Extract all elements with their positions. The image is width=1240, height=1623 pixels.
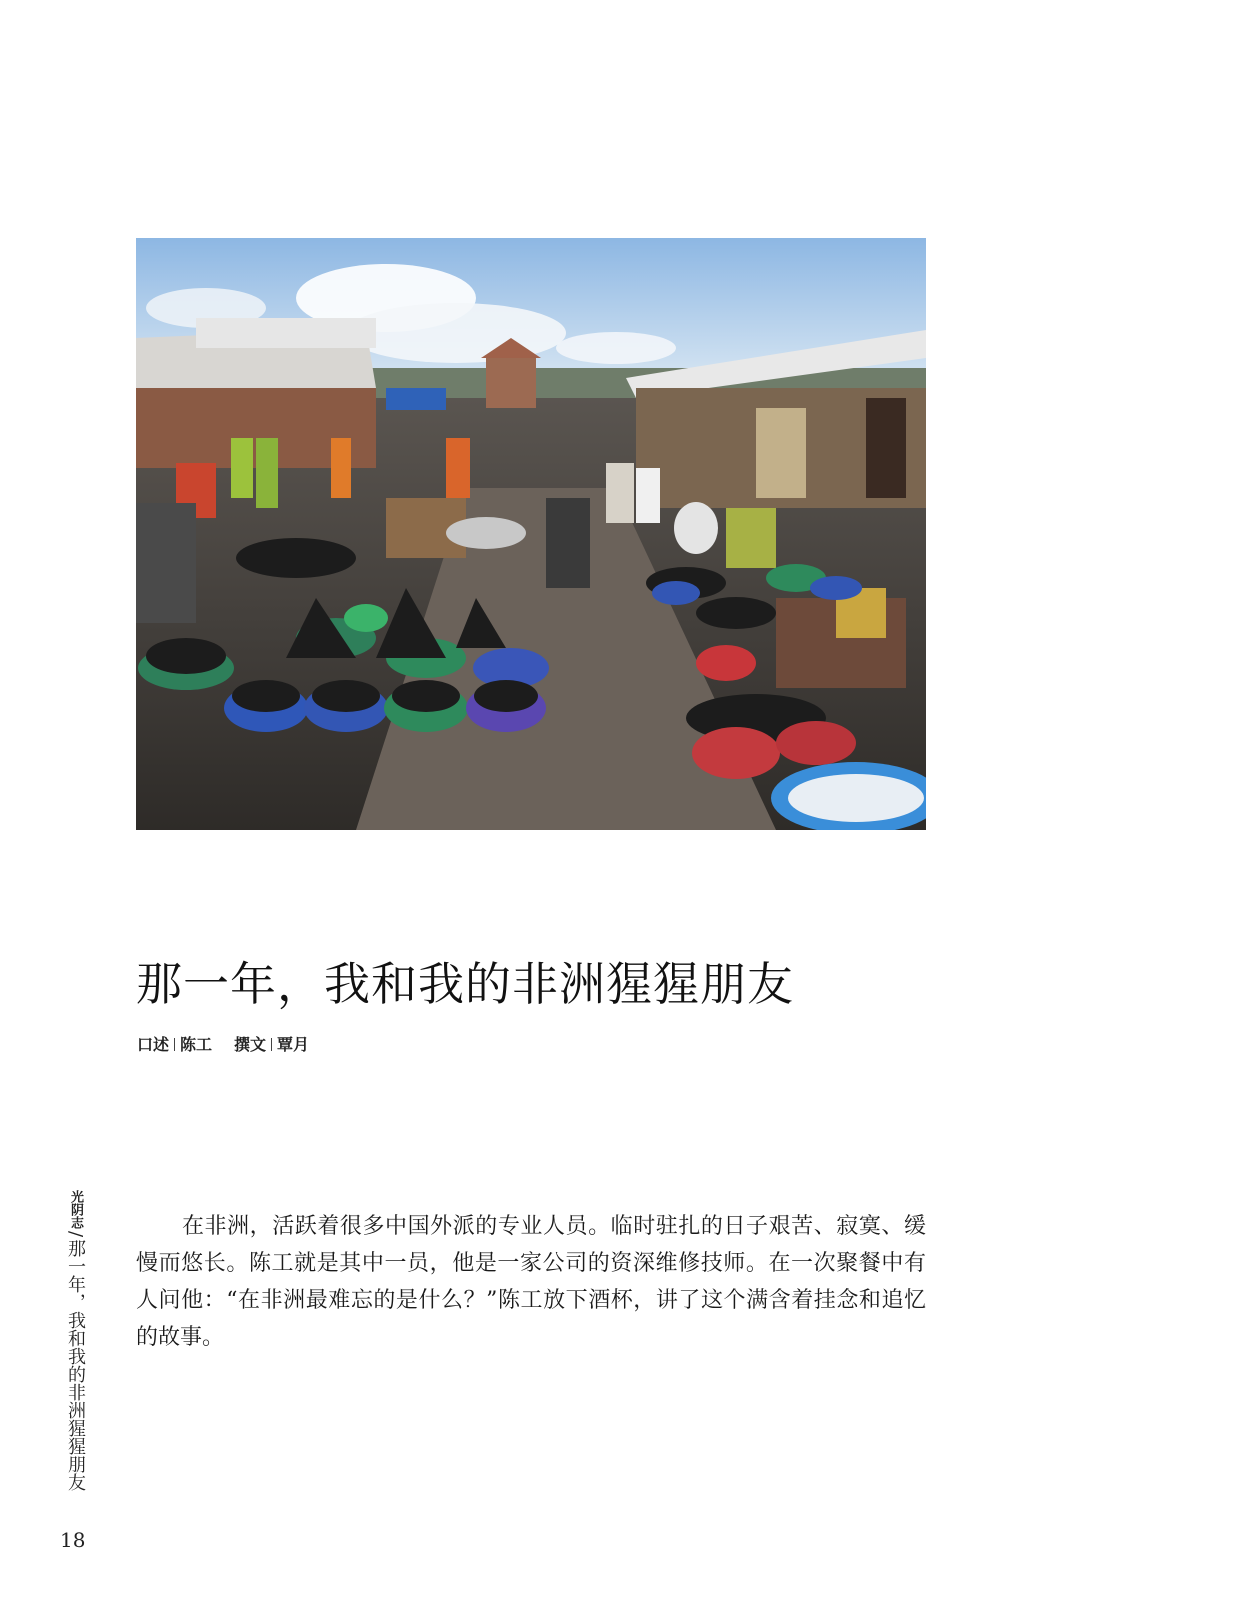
running-head-separator: / bbox=[65, 1231, 86, 1238]
byline-writer: 覃月 bbox=[277, 1035, 310, 1054]
byline-narrator: 陈工 bbox=[180, 1035, 213, 1054]
market-photo bbox=[136, 238, 926, 830]
byline-narrator-label: 口述 bbox=[137, 1035, 170, 1054]
magazine-name: 光阴志 bbox=[68, 1190, 83, 1229]
market-photo-illustration bbox=[136, 238, 926, 830]
article-title: 那一年，我和我的非洲猩猩朋友 bbox=[136, 957, 794, 1011]
article-lead-paragraph: 在非洲，活跃着很多中国外派的专业人员。临时驻扎的日子艰苦、寂寞、缓慢而悠长。陈工就是其中一员，他是一家公司的资深维修技师。在一次聚餐中有人问他：“在非洲最难忘的是什么？”陈工放下酒杯，讲了这个满含着挂念和追忆的故事。 bbox=[136, 1214, 926, 1350]
byline bbox=[137, 1032, 309, 1055]
byline-writer-label: 撰文 bbox=[234, 1035, 267, 1054]
byline-separator bbox=[271, 1038, 272, 1051]
running-head-title: 那一年，我和我的非洲猩猩朋友 bbox=[65, 1239, 86, 1492]
page-number: 18 bbox=[60, 1528, 86, 1552]
running-head bbox=[60, 1190, 90, 1530]
byline-separator bbox=[174, 1038, 175, 1051]
